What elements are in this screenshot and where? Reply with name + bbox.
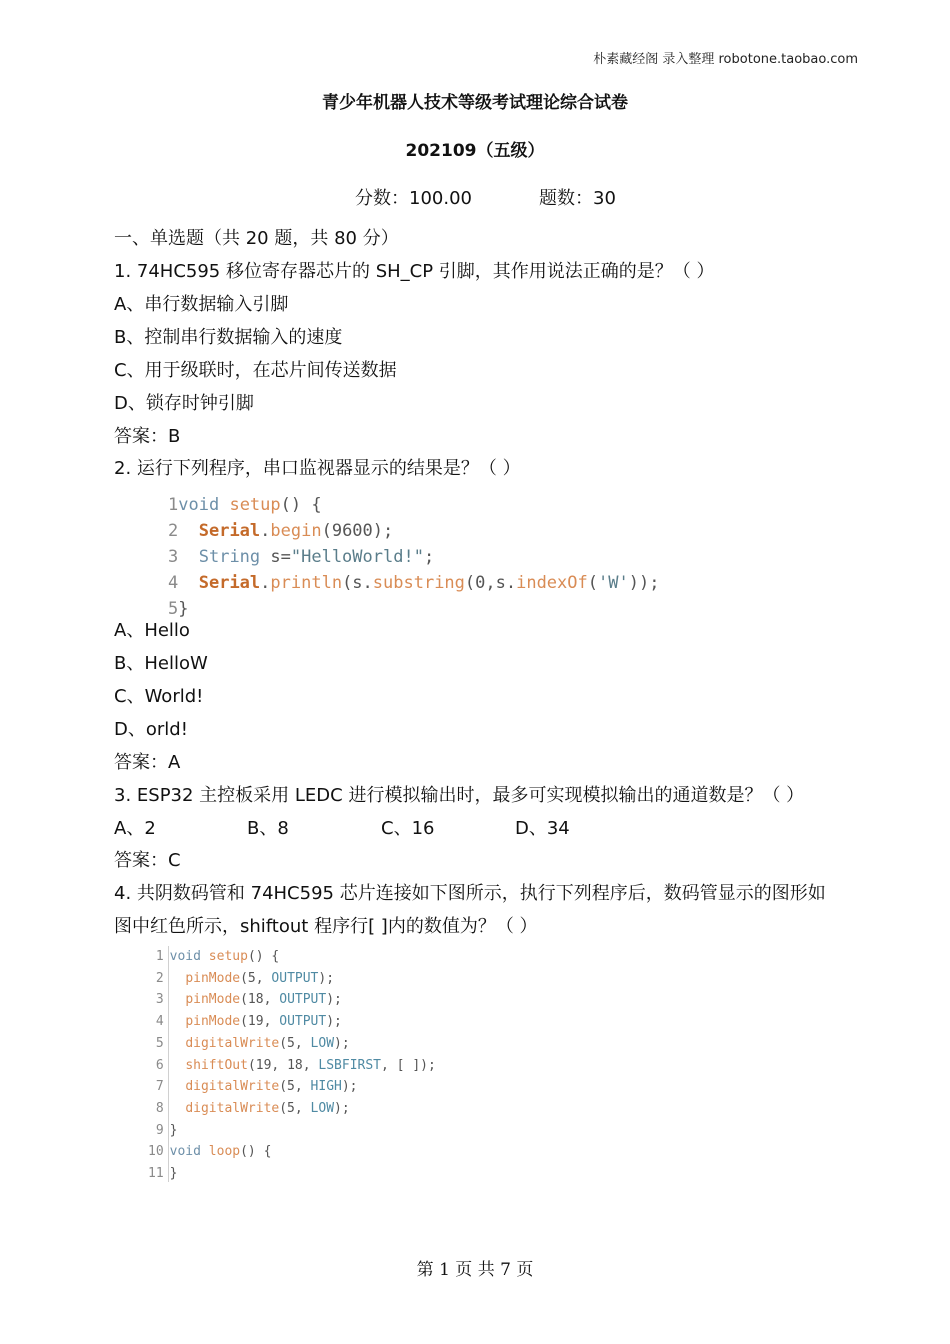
code-token: } [169, 1166, 178, 1181]
code-token: HIGH [310, 1079, 342, 1095]
code-token: OUTPUT [279, 1014, 327, 1030]
code-token: LSBFIRST [318, 1057, 382, 1073]
code-token: 'W' [598, 573, 629, 593]
question-3: 3. ESP32 主控板采用 LEDC 进行模拟输出时，最多可实现模拟输出的通道数是？（ ） [114, 785, 805, 806]
code-token: ; [423, 547, 435, 567]
code-token [170, 1079, 186, 1094]
code-line [148, 1120, 177, 1142]
code-token: (5, [279, 1035, 311, 1051]
code-token: OUTPUT [279, 992, 327, 1008]
code-token: . [260, 521, 271, 541]
code-token: void [178, 495, 220, 515]
page-header: 朴素藏经阁 录入整理 robotone.taobao.com [593, 52, 858, 67]
code-line [168, 570, 659, 596]
code-token [201, 1144, 209, 1159]
line-number: 5 [168, 599, 179, 619]
question-2: 2. 运行下列程序，串口监视器显示的结果是？（ ） [114, 458, 521, 479]
code-line [168, 518, 393, 544]
code-token: (5, [240, 970, 272, 986]
code-token: indexOf [516, 573, 588, 593]
code-token: (0,s. [464, 573, 517, 593]
code-token: (19, 18, [247, 1057, 319, 1073]
code-token: ); [341, 1079, 358, 1095]
line-number: 2 [148, 970, 164, 986]
code-line [148, 989, 342, 1011]
code-token [170, 1036, 186, 1051]
q2-answer: 答案：A [114, 752, 181, 773]
code-line [148, 1141, 271, 1163]
q1-option-d: D、锁存时钟引脚 [114, 393, 254, 414]
code-token: substring [372, 573, 465, 593]
code-token: () { [280, 495, 322, 515]
code-line [148, 1011, 342, 1033]
code-token: (s. [342, 573, 373, 593]
code-token [170, 1014, 186, 1029]
code-token [170, 1101, 186, 1116]
code-token [178, 573, 198, 593]
code-line [148, 1163, 177, 1185]
code-token: setup [229, 495, 281, 515]
code-line [148, 968, 334, 990]
code-token: ); [334, 1100, 350, 1116]
code-token: digitalWrite [185, 1035, 280, 1051]
code-token: . [260, 573, 271, 593]
code-token: void [169, 949, 201, 964]
code-token [170, 992, 186, 1007]
code-token: ( [587, 573, 598, 593]
question-count: 题数：30 [539, 188, 616, 209]
q2-option-a: A、Hello [114, 620, 190, 641]
code-token: () { [247, 949, 280, 964]
line-number: 7 [148, 1079, 164, 1095]
code-token [219, 495, 229, 515]
code-line [148, 1076, 358, 1098]
line-number: 3 [168, 547, 179, 567]
code-token: (19, [240, 1014, 280, 1030]
code-line [148, 1098, 350, 1120]
code-token: )); [628, 573, 660, 593]
code-token: ); [326, 1014, 342, 1030]
code-line [148, 1033, 350, 1055]
total-score: 分数：100.00 [355, 188, 472, 209]
q2-option-c: C、World! [114, 686, 204, 707]
code-token: begin [270, 521, 322, 541]
code-token: pinMode [185, 1014, 241, 1030]
code-token: println [270, 573, 343, 593]
code-line [168, 544, 434, 570]
code-token: s= [260, 547, 291, 567]
code-token: pinMode [185, 970, 241, 986]
q2-option-d: D、orld! [114, 719, 188, 740]
q3-option-a: A、2 [114, 818, 156, 839]
code-token [201, 949, 209, 964]
code-token: } [178, 599, 189, 619]
code-token [170, 1058, 186, 1073]
line-number: 5 [148, 1035, 164, 1051]
code-token [170, 971, 186, 986]
code-token: digitalWrite [185, 1100, 280, 1116]
line-number: 10 [148, 1144, 164, 1160]
code-line [168, 492, 322, 518]
code-token: ); [326, 992, 342, 1008]
code-token: (5, [279, 1079, 311, 1095]
line-number: 9 [148, 1122, 164, 1138]
code-token: "HelloWorld!" [290, 547, 424, 567]
code-token: void [169, 1144, 201, 1160]
q3-answer: 答案：C [114, 850, 181, 871]
exam-level: 202109（五级） [405, 141, 545, 161]
line-number: 2 [168, 521, 179, 541]
line-number: 11 [148, 1166, 164, 1181]
q1-option-c: C、用于级联时，在芯片间传送数据 [114, 360, 397, 381]
code-token: } [169, 1122, 178, 1138]
code-token: ); [318, 970, 335, 986]
code-token: setup [208, 949, 248, 964]
exam-title: 青少年机器人技术等级考试理论综合试卷 [322, 93, 628, 113]
code-token: (9600); [321, 521, 394, 541]
line-number: 4 [168, 573, 179, 593]
q1-answer: 答案：B [114, 426, 181, 447]
line-number: 6 [148, 1057, 164, 1073]
section-heading: 一、单选题（共 20 题，共 80 分） [114, 228, 399, 249]
code-token: loop [208, 1144, 241, 1160]
line-number: 4 [148, 1014, 164, 1030]
q1-option-a: A、串行数据输入引脚 [114, 294, 289, 315]
question-1: 1. 74HC595 移位寄存器芯片的 SH_CP 引脚，其作用说法正确的是？（ ） [114, 261, 715, 282]
code-token: () { [240, 1144, 272, 1160]
code-token: LOW [310, 1100, 335, 1116]
question-4-line-1: 4. 共阴数码管和 74HC595 芯片连接如下图所示，执行下列程序后，数码管显示的图形如 [114, 883, 826, 904]
code-token: OUTPUT [271, 970, 319, 986]
code-token [178, 521, 198, 541]
code-token: Serial [198, 521, 261, 541]
line-number: 1 [148, 949, 164, 964]
code-token: ); [334, 1035, 350, 1051]
q1-option-b: B、控制串行数据输入的速度 [114, 327, 343, 348]
code-token: digitalWrite [185, 1079, 280, 1095]
code-token: String [198, 547, 261, 567]
code-token: , [ ]); [381, 1057, 436, 1073]
code-token: Serial [198, 573, 261, 593]
q3-option-b: B、8 [247, 818, 289, 839]
code-token: (5, [279, 1100, 311, 1116]
line-number: 1 [168, 495, 179, 515]
q3-option-c: C、16 [381, 818, 435, 839]
line-number: 8 [148, 1100, 164, 1116]
q2-option-b: B、HelloW [114, 653, 208, 674]
code-token: (18, [240, 992, 280, 1008]
question-4-line-2: 图中红色所示，shiftout 程序行[ ]内的数值为？（ ） [114, 916, 538, 937]
code-token: pinMode [185, 992, 241, 1008]
q3-option-d: D、34 [515, 818, 570, 839]
code-token [178, 547, 198, 567]
page-footer: 第 1 页 共 7 页 [416, 1260, 534, 1280]
code-line [148, 1055, 436, 1077]
code-token: shiftOut [185, 1057, 248, 1073]
code-token: LOW [310, 1035, 335, 1051]
line-number: 3 [148, 992, 164, 1008]
code-line [148, 946, 279, 968]
